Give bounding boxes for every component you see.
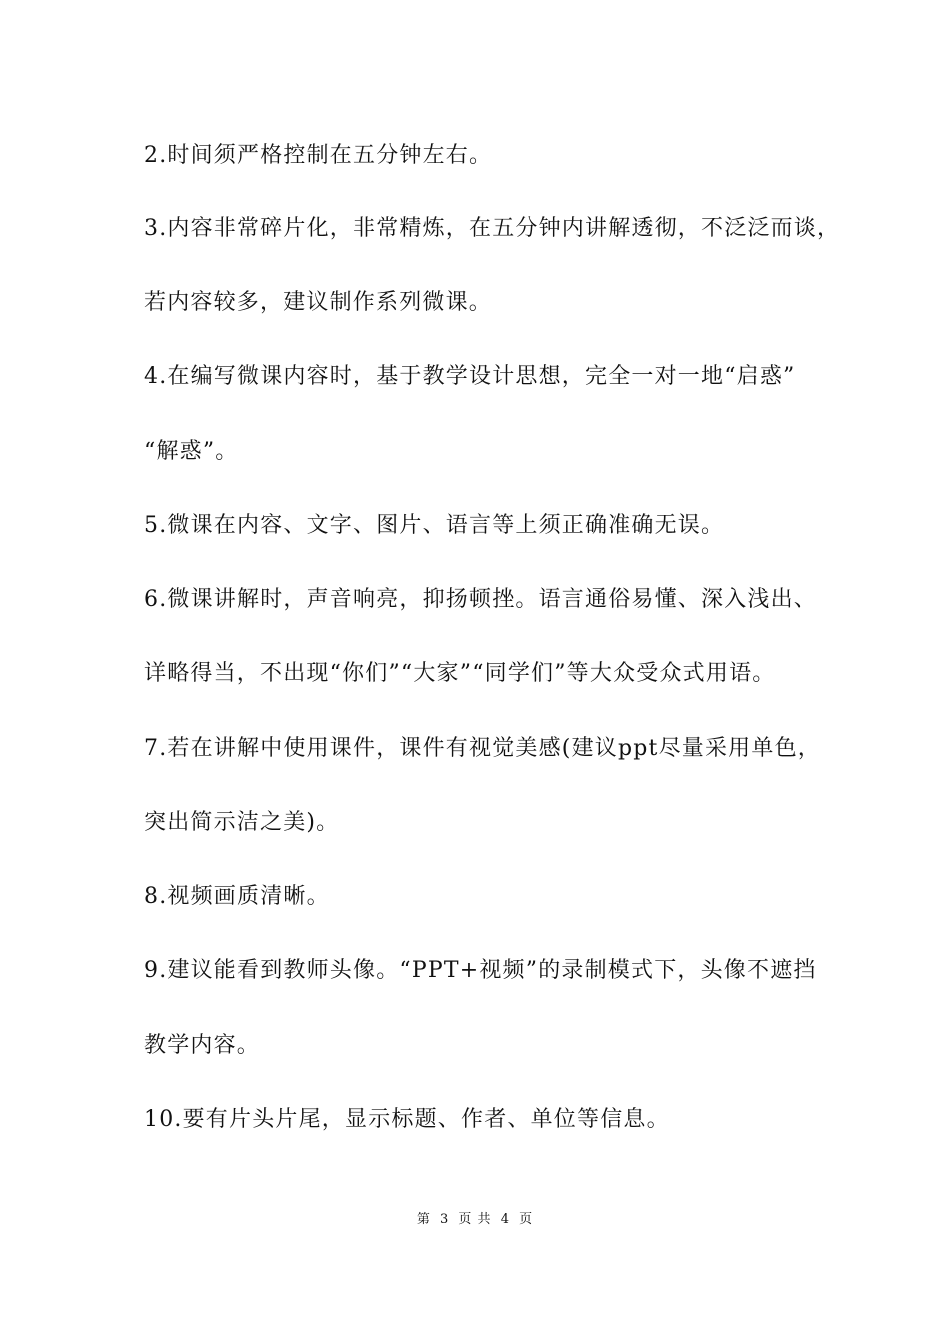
- current-page-number: 3: [440, 1212, 450, 1227]
- total-page-count: 4: [500, 1212, 510, 1227]
- footer-suffix: 页: [519, 1212, 534, 1227]
- paragraph-line: 2.时间须严格控制在五分钟左右。: [144, 143, 493, 168]
- page-footer: [0, 1211, 950, 1229]
- paragraph-line: 突出简示洁之美)。: [144, 810, 340, 835]
- paragraph-line: 4.在编写微课内容时，基于教学设计思想，完全一对一地“启惑”: [144, 364, 796, 389]
- paragraph-line: 7.若在讲解中使用课件，课件有视觉美感(建议ppt尽量采用单色，: [144, 736, 821, 761]
- paragraph-line: 若内容较多，建议制作系列微课。: [144, 290, 493, 315]
- paragraph-line: 9.建议能看到教师头像。“PPT+视频”的录制模式下，头像不遮挡: [144, 958, 817, 983]
- paragraph-line: 3.内容非常碎片化，非常精炼，在五分钟内讲解透彻，不泛泛而谈，: [144, 216, 841, 241]
- paragraph-line: 5.微课在内容、文字、图片、语言等上须正确准确无误。: [144, 513, 725, 538]
- paragraph-line: 6.微课讲解时，声音响亮，抑扬顿挫。语言通俗易懂、深入浅出、: [144, 587, 817, 612]
- paragraph-line: 教学内容。: [144, 1033, 261, 1058]
- paragraph-line: 8.视频画质清晰。: [144, 884, 330, 909]
- footer-middle: 页 共: [458, 1212, 492, 1227]
- paragraph-line: 详略得当，不出现“你们”“大家”“同学们”等大众受众式用语。: [144, 661, 776, 686]
- paragraph-line: “解惑”。: [144, 439, 239, 464]
- footer-prefix: 第: [416, 1212, 431, 1227]
- paragraph-line: 10.要有片头片尾，显示标题、作者、单位等信息。: [144, 1107, 670, 1132]
